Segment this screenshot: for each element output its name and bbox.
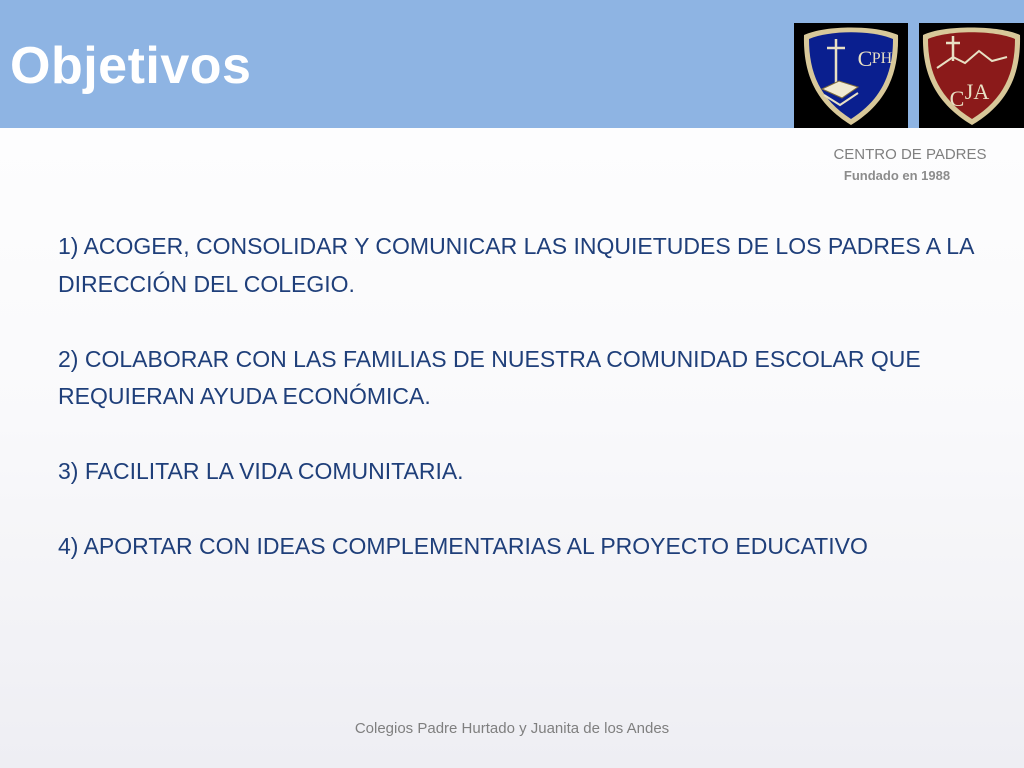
organization-name: CENTRO DE PADRES [833, 146, 987, 163]
svg-text:C: C [949, 86, 965, 111]
objective-item: 3) FACILITAR LA VIDA COMUNITARIA. [58, 458, 464, 484]
objectives-list [58, 228, 988, 603]
organization-founded-year: Fundado en 1988 [843, 168, 951, 183]
svg-text:C: C [857, 46, 873, 71]
svg-text:JA: JA [964, 79, 990, 104]
cph-school-crest-logo [794, 23, 908, 128]
objective-item: 4) APORTAR CON IDEAS COMPLEMENTARIAS AL PROYECTO EDUCATIVO [58, 533, 868, 559]
objective-item: 1) ACOGER, CONSOLIDAR Y COMUNICAR LAS INQUIETUDES DE LOS PADRES A LA DIRECCIÓN DEL COLEGIO. [58, 233, 974, 297]
footer-text: Colegios Padre Hurtado y Juanita de los Andes [354, 720, 670, 737]
page-title: Objetivos [10, 37, 252, 95]
cja-school-crest-logo [919, 23, 1024, 128]
svg-text:PH: PH [871, 50, 893, 67]
objective-item: 2) COLABORAR CON LAS FAMILIAS DE NUESTRA COMUNIDAD ESCOLAR QUE REQUIERAN AYUDA ECONÓMICA. [58, 345, 921, 409]
